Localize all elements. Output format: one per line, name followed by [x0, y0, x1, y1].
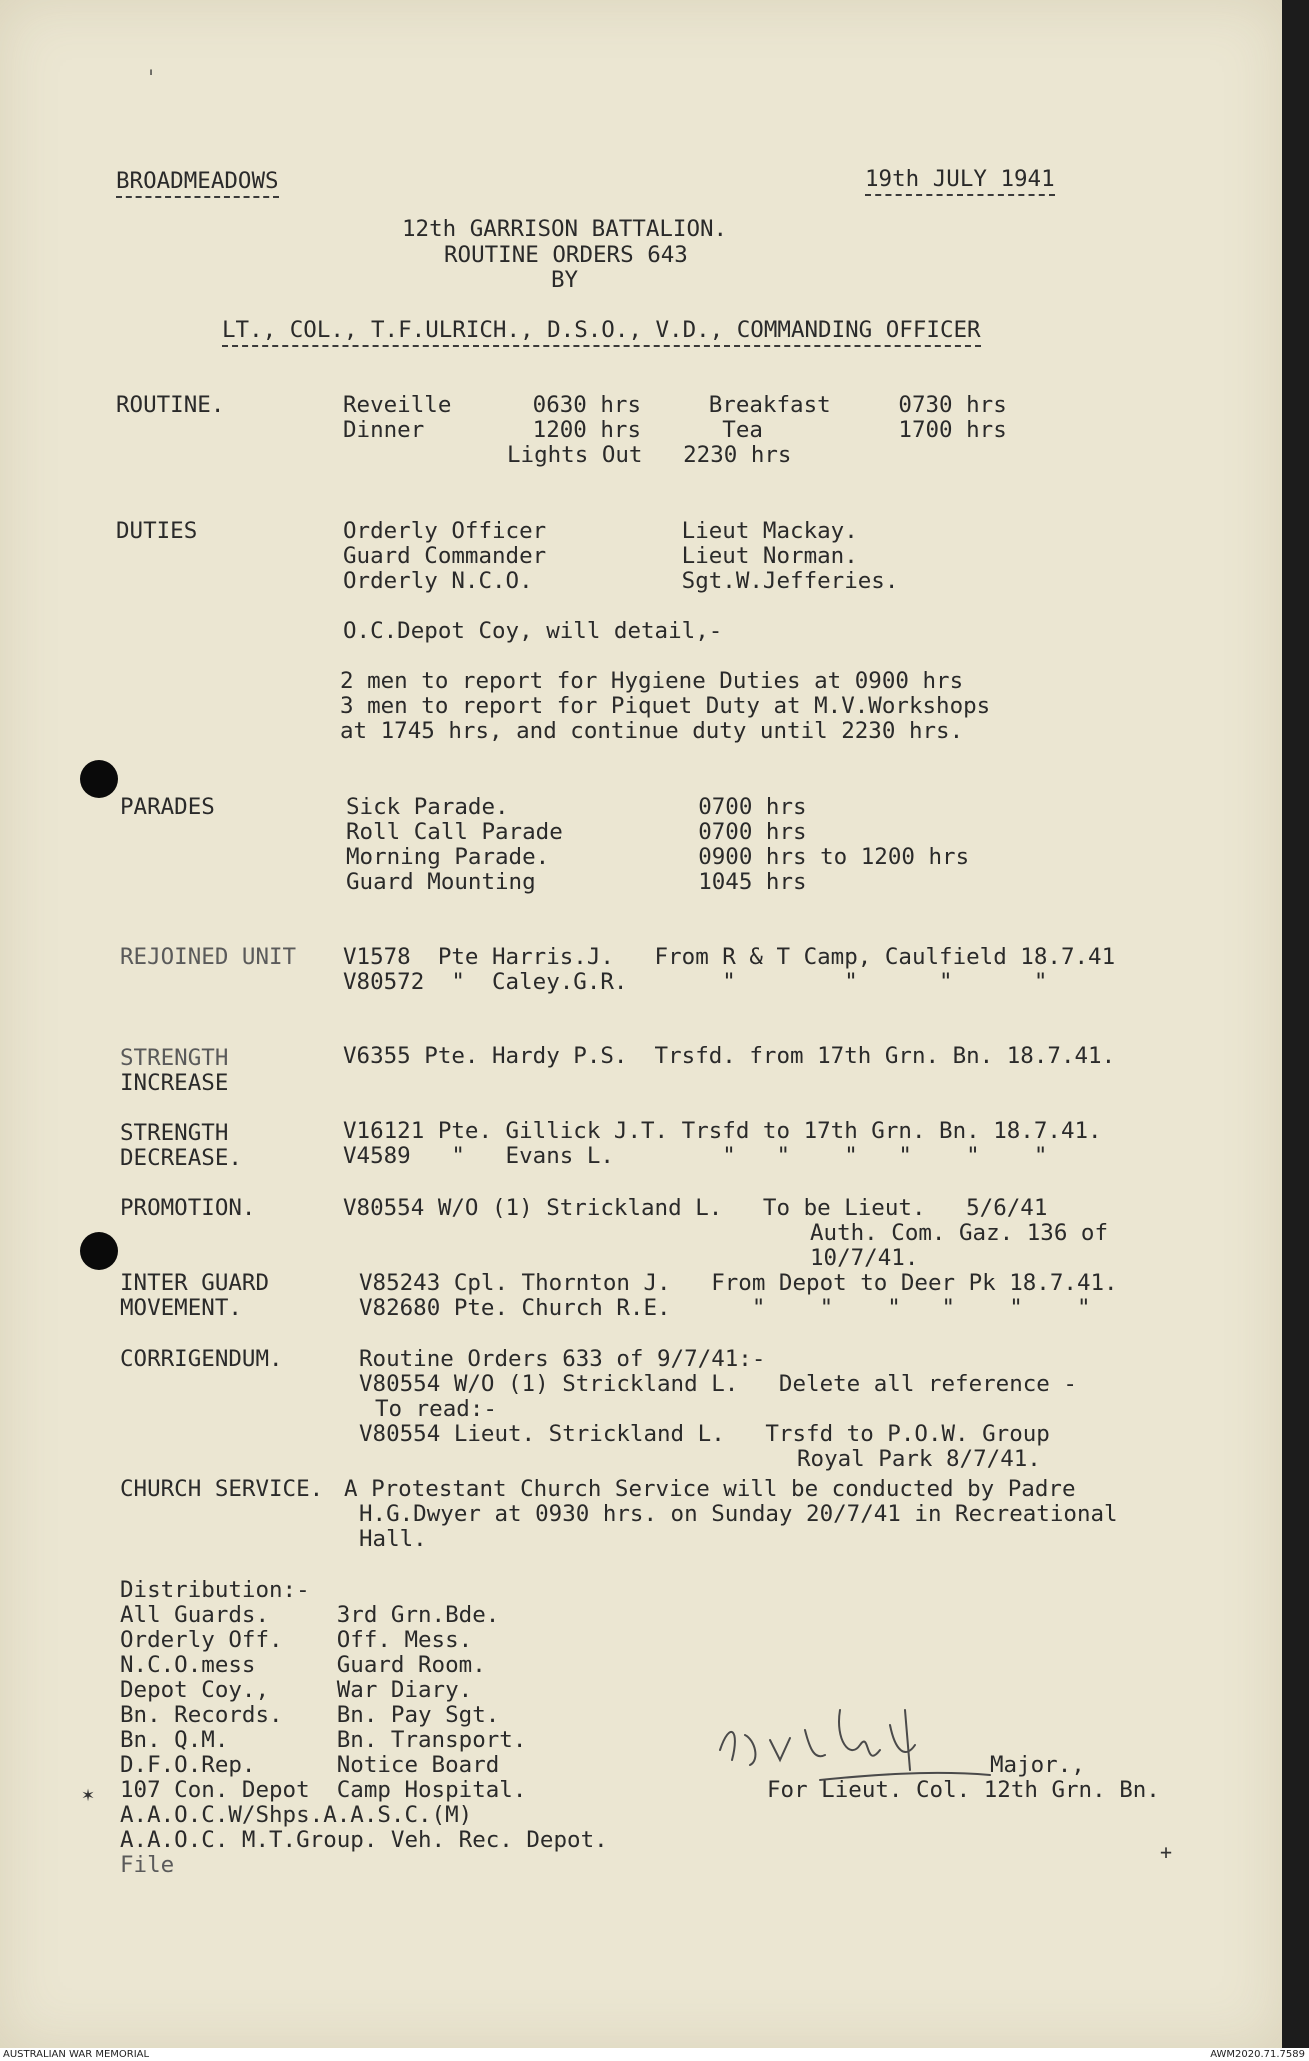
strength-decrease-label: STRENGTH [120, 1120, 229, 1146]
parades-label: PARADES [120, 794, 215, 820]
strength-decrease-label: DECREASE. [120, 1145, 242, 1171]
pen-mark: + [1160, 1840, 1173, 1864]
distribution-row: File [120, 1852, 175, 1878]
strength-increase-label: STRENGTH [120, 1045, 229, 1071]
inter-guard-label: INTER GUARD [120, 1270, 270, 1296]
punch-hole [80, 1232, 118, 1270]
duties-line: Orderly N.C.O. Sgt.W.Jefferies. [343, 568, 899, 594]
place-heading: BROADMEADOWS [116, 168, 279, 198]
duties-detail-line: 2 men to report for Hygiene Duties at 0900 hrs [340, 668, 964, 694]
distribution-row: Depot Coy., War Diary. [120, 1677, 473, 1703]
unit-title: 12th GARRISON BATTALION. [402, 216, 728, 242]
duties-detail-line: 3 men to report for Piquet Duty at M.V.Workshops [340, 693, 991, 719]
parades-line: Guard Mounting 1045 hrs [346, 869, 807, 895]
duties-line: Guard Commander Lieut Norman. [343, 543, 858, 569]
routine-line: Dinner 1200 hrs Tea 1700 hrs [343, 417, 1007, 443]
distribution-row: N.C.O.mess Guard Room. [120, 1652, 486, 1678]
parades-line: Morning Parade. 0900 hrs to 1200 hrs [346, 844, 970, 870]
corrigendum-line: V80554 W/O (1) Strickland L. Delete all reference - [359, 1371, 1077, 1397]
promotion-line: Auth. Com. Gaz. 136 of [810, 1220, 1109, 1246]
routine-line: Reveille 0630 hrs Breakfast 0730 hrs [343, 392, 1007, 418]
distribution-row: A.A.O.C. M.T.Group. Veh. Rec. Depot. [120, 1827, 608, 1853]
corrigendum-label: CORRIGENDUM. [120, 1346, 283, 1372]
corrigendum-line: To read:- [375, 1396, 497, 1422]
inter-guard-label: MOVEMENT. [120, 1295, 242, 1321]
corrigendum-line: Routine Orders 633 of 9/7/41:- [359, 1346, 766, 1372]
date-heading: 19th JULY 1941 [865, 166, 1055, 196]
strength-decrease-line: V16121 Pte. Gillick J.T. Trsfd to 17th Grn. Bn. 18.7.41. [343, 1118, 1102, 1144]
duties-line: Orderly Officer Lieut Mackay. [343, 518, 858, 544]
strength-increase-line: V6355 Pte. Hardy P.S. Trsfd. from 17th Grn. Bn. 18.7.41. [343, 1043, 1116, 1069]
church-line: A Protestant Church Service will be conducted by Padre [344, 1476, 1076, 1502]
distribution-row: A.A.O.C.W/Shps.A.A.S.C.(M) [120, 1802, 473, 1828]
distribution-row: Orderly Off. Off. Mess. [120, 1627, 473, 1653]
duties-label: DUTIES [116, 518, 198, 544]
distribution-heading: Distribution:- [120, 1577, 310, 1603]
promotion-label: PROMOTION. [120, 1195, 256, 1221]
strength-increase-label: INCREASE [120, 1070, 229, 1096]
church-line: H.G.Dwyer at 0930 hrs. on Sunday 20/7/41 in Recreational [359, 1501, 1118, 1527]
pen-mark: ˈ [145, 66, 158, 90]
rejoined-label: REJOINED UNIT [120, 944, 297, 970]
distribution-row: Bn. Records. Bn. Pay Sgt. [120, 1702, 500, 1728]
promotion-line: V80554 W/O (1) Strickland L. To be Lieut. 5/6/41 [343, 1195, 1048, 1221]
corrigendum-line: Royal Park 8/7/41. [797, 1446, 1041, 1472]
orders-title: ROUTINE ORDERS 643 [444, 242, 688, 268]
duties-detail-line: at 1745 hrs, and continue duty until 2230 hrs. [340, 718, 964, 744]
archive-footer [0, 2048, 1309, 2061]
strength-decrease-line: V4589 " Evans L. " " " " " " [343, 1143, 1048, 1169]
by-label: BY [551, 267, 579, 293]
routine-label: ROUTINE. [116, 392, 225, 418]
duties-detail: O.C.Depot Coy, will detail,- [343, 618, 723, 644]
commanding-officer: LT., COL., T.F.ULRICH., D.S.O., V.D., COMMANDING OFFICER [222, 317, 981, 347]
archive-name: AUSTRALIAN WAR MEMORIAL [3, 2049, 150, 2060]
inter-guard-line: V85243 Cpl. Thornton J. From Depot to Deer Pk 18.7.41. [359, 1270, 1118, 1296]
parades-line: Roll Call Parade 0700 hrs [346, 819, 807, 845]
inter-guard-line: V82680 Pte. Church R.E. " " " " " " [359, 1295, 1091, 1321]
punch-hole [80, 760, 118, 798]
archive-reference: AWM2020.71.7589 [1210, 2049, 1305, 2060]
signature-rank: Major., [990, 1752, 1085, 1778]
church-line: Hall. [359, 1526, 427, 1552]
routine-line: Lights Out 2230 hrs [507, 442, 792, 468]
signature-for: For Lieut. Col. 12th Grn. Bn. [767, 1777, 1160, 1803]
rejoined-line: V1578 Pte Harris.J. From R & T Camp, Caulfield 18.7.41 [343, 944, 1116, 970]
distribution-row: D.F.O.Rep. Notice Board [120, 1752, 500, 1778]
church-label: CHURCH SERVICE. [120, 1476, 324, 1502]
distribution-row: Bn. Q.M. Bn. Transport. [120, 1727, 527, 1753]
distribution-row: All Guards. 3rd Grn.Bde. [120, 1602, 500, 1628]
rejoined-line: V80572 " Caley.G.R. " " " " [343, 969, 1048, 995]
promotion-line: 10/7/41. [810, 1245, 919, 1271]
corrigendum-line: V80554 Lieut. Strickland L. Trsfd to P.O.W. Group [359, 1421, 1050, 1447]
pen-mark: ✶ [82, 1782, 95, 1806]
distribution-row: 107 Con. Depot Camp Hospital. [120, 1777, 527, 1803]
parades-line: Sick Parade. 0700 hrs [346, 794, 807, 820]
